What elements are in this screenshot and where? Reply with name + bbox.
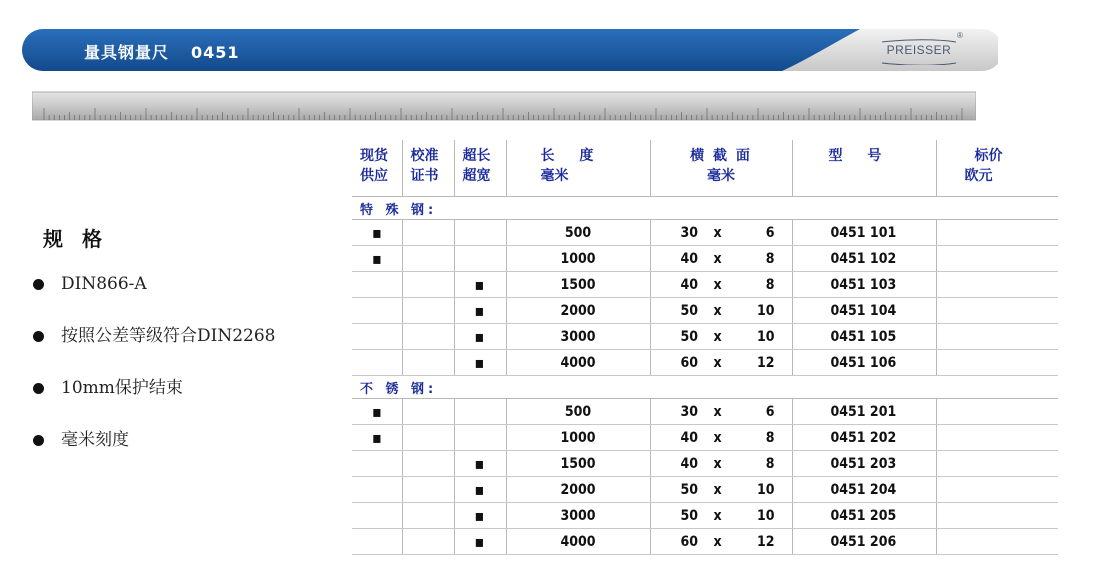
length-cell: 2000 (506, 298, 650, 324)
times-sign: x (713, 328, 722, 345)
stock-cell: ▪ (352, 425, 402, 451)
section-thickness: 8 (765, 250, 775, 267)
times-sign: x (713, 429, 722, 446)
section-width: 60 (680, 354, 699, 371)
oversize-cell (454, 246, 506, 272)
section-width: 50 (680, 481, 699, 498)
spec-item (33, 374, 275, 426)
table-row (352, 529, 1058, 555)
section-width: 60 (680, 533, 699, 550)
section-thickness: 6 (765, 403, 775, 420)
certificate-cell (402, 324, 454, 350)
times-sign: x (713, 276, 722, 293)
section-thickness: 8 (765, 455, 775, 472)
section-thickness: 10 (756, 328, 775, 345)
section-width: 30 (680, 224, 699, 241)
model-cell: 0451 206 (792, 529, 936, 555)
table-row (352, 324, 1058, 350)
header-oversize: 超长 超宽 (454, 140, 506, 197)
cross-section-cell (650, 246, 792, 272)
table-row (352, 298, 1058, 324)
header-model: 型 号 (792, 140, 936, 197)
certificate-cell (402, 246, 454, 272)
length-cell: 4000 (506, 350, 650, 376)
section-width: 40 (680, 429, 699, 446)
times-sign: x (713, 302, 722, 319)
oversize-cell: ▪ (454, 298, 506, 324)
table-row (352, 451, 1058, 477)
times-sign: x (713, 354, 722, 371)
price-cell (936, 298, 1058, 324)
cross-section-cell (650, 220, 792, 246)
stock-cell (352, 324, 402, 350)
steel-ruler-image (32, 90, 976, 122)
certificate-cell (402, 399, 454, 425)
oversize-cell (454, 220, 506, 246)
price-cell (936, 272, 1058, 298)
bullet-icon (33, 279, 44, 290)
table-row (352, 272, 1058, 298)
section-width: 50 (680, 328, 699, 345)
cross-section-cell (650, 451, 792, 477)
length-cell: 3000 (506, 324, 650, 350)
table-row (352, 246, 1058, 272)
header-banner (22, 29, 998, 71)
oversize-cell (454, 425, 506, 451)
model-cell: 0451 202 (792, 425, 936, 451)
cross-section-cell (650, 503, 792, 529)
length-cell: 4000 (506, 529, 650, 555)
price-cell (936, 350, 1058, 376)
times-sign: x (713, 507, 722, 524)
price-cell (936, 399, 1058, 425)
section-thickness: 12 (756, 533, 775, 550)
oversize-cell: ▪ (454, 477, 506, 503)
section-thickness: 10 (756, 507, 775, 524)
product-table (352, 140, 1058, 555)
cross-section-cell (650, 399, 792, 425)
section-thickness: 10 (756, 481, 775, 498)
stock-cell (352, 350, 402, 376)
length-cell: 500 (506, 220, 650, 246)
oversize-cell (454, 399, 506, 425)
stock-cell (352, 272, 402, 298)
stock-cell (352, 298, 402, 324)
times-sign: x (713, 481, 722, 498)
table-row (352, 503, 1058, 529)
stock-cell (352, 503, 402, 529)
stock-cell (352, 451, 402, 477)
cross-section-cell (650, 298, 792, 324)
header-certificate: 校准 证书 (402, 140, 454, 197)
certificate-cell (402, 477, 454, 503)
bullet-icon (33, 435, 44, 446)
stock-cell: ▪ (352, 220, 402, 246)
price-cell (936, 503, 1058, 529)
spec-item (33, 270, 275, 322)
certificate-cell (402, 272, 454, 298)
section-thickness: 8 (765, 276, 775, 293)
cross-section-cell (650, 477, 792, 503)
length-cell: 1000 (506, 246, 650, 272)
header-cross-section: 横 截 面 毫米 (650, 140, 792, 197)
spec-text: DIN866-A (61, 274, 147, 294)
table-row (352, 350, 1058, 376)
spec-text: 按照公差等级符合DIN2268 (61, 326, 276, 346)
model-cell: 0451 103 (792, 272, 936, 298)
brand-logo (878, 39, 960, 65)
cross-section-cell (650, 529, 792, 555)
section-thickness: 12 (756, 354, 775, 371)
times-sign: x (713, 224, 722, 241)
header-stock: 现货 供应 (352, 140, 402, 197)
stock-cell: ▪ (352, 399, 402, 425)
model-cell: 0451 201 (792, 399, 936, 425)
oversize-cell: ▪ (454, 272, 506, 298)
table-row (352, 220, 1058, 246)
section-header-row (352, 197, 1058, 220)
times-sign: x (713, 455, 722, 472)
section-width: 50 (680, 302, 699, 319)
header-length: 长 度 毫米 (506, 140, 650, 197)
certificate-cell (402, 503, 454, 529)
table-body (352, 197, 1058, 555)
section-thickness: 10 (756, 302, 775, 319)
section-thickness: 8 (765, 429, 775, 446)
times-sign: x (713, 533, 722, 550)
times-sign: x (713, 403, 722, 420)
length-cell: 2000 (506, 477, 650, 503)
section-header-row (352, 376, 1058, 399)
stock-cell: ▪ (352, 246, 402, 272)
model-cell: 0451 105 (792, 324, 936, 350)
registered-mark: ® (957, 31, 963, 40)
section-width: 50 (680, 507, 699, 524)
specs-title: 规 格 (43, 227, 108, 251)
price-cell (936, 451, 1058, 477)
model-cell: 0451 203 (792, 451, 936, 477)
table-header-row (352, 140, 1058, 197)
cross-section-cell (650, 324, 792, 350)
oversize-cell: ▪ (454, 451, 506, 477)
page-title (84, 40, 240, 63)
bullet-icon (33, 383, 44, 394)
brand-name: PREISSER (886, 43, 952, 57)
table-row (352, 477, 1058, 503)
oversize-cell: ▪ (454, 324, 506, 350)
model-cell: 0451 204 (792, 477, 936, 503)
specs-list (33, 270, 275, 478)
bullet-icon (33, 331, 44, 342)
model-cell: 0451 102 (792, 246, 936, 272)
oversize-cell: ▪ (454, 529, 506, 555)
model-cell: 0451 104 (792, 298, 936, 324)
certificate-cell (402, 220, 454, 246)
product-name: 量具钢量尺 (84, 43, 170, 62)
price-cell (936, 324, 1058, 350)
section-thickness: 6 (765, 224, 775, 241)
certificate-cell (402, 298, 454, 324)
model-cell: 0451 106 (792, 350, 936, 376)
header-price: 标价 欧元 (936, 140, 1058, 197)
section-width: 40 (680, 455, 699, 472)
section-width: 30 (680, 403, 699, 420)
length-cell: 3000 (506, 503, 650, 529)
cross-section-cell (650, 350, 792, 376)
table-row (352, 399, 1058, 425)
length-cell: 500 (506, 399, 650, 425)
certificate-cell (402, 451, 454, 477)
product-code: 0451 (191, 43, 240, 62)
section-width: 40 (680, 276, 699, 293)
price-cell (936, 425, 1058, 451)
table-row (352, 425, 1058, 451)
oversize-cell: ▪ (454, 503, 506, 529)
section-width: 40 (680, 250, 699, 267)
price-cell (936, 529, 1058, 555)
certificate-cell (402, 425, 454, 451)
certificate-cell (402, 350, 454, 376)
times-sign: x (713, 250, 722, 267)
stock-cell (352, 477, 402, 503)
price-cell (936, 477, 1058, 503)
section-label: 不 锈 钢: (352, 376, 1058, 399)
cross-section-cell (650, 272, 792, 298)
length-cell: 1500 (506, 451, 650, 477)
length-cell: 1000 (506, 425, 650, 451)
spec-text: 毫米刻度 (61, 430, 129, 450)
spec-item (33, 426, 275, 478)
section-label: 特 殊 钢: (352, 197, 1058, 220)
certificate-cell (402, 529, 454, 555)
model-cell: 0451 101 (792, 220, 936, 246)
price-cell (936, 246, 1058, 272)
spec-text: 10mm保护结束 (61, 378, 183, 398)
length-cell: 1500 (506, 272, 650, 298)
model-cell: 0451 205 (792, 503, 936, 529)
spec-item (33, 322, 275, 374)
oversize-cell: ▪ (454, 350, 506, 376)
price-cell (936, 220, 1058, 246)
cross-section-cell (650, 425, 792, 451)
stock-cell (352, 529, 402, 555)
